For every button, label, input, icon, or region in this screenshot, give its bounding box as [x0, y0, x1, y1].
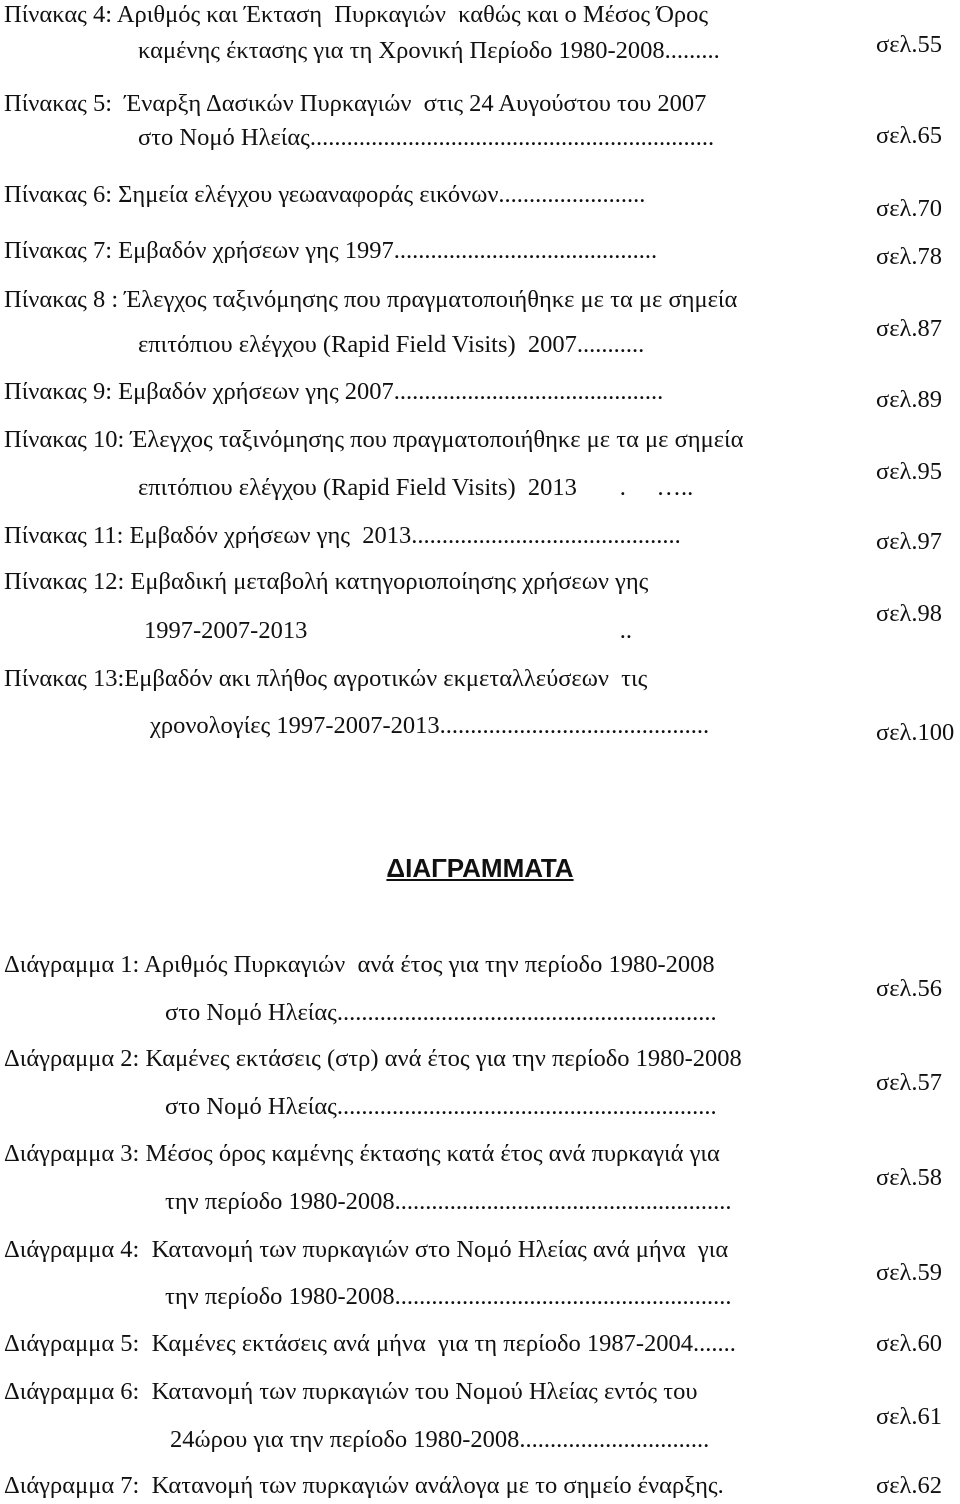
table-entry-10-line-1: Πίνακας 10: Έλεγχος ταξινόμησης που πραγματοποιήθηκε με τα με σημεία: [4, 426, 744, 453]
table-entry-4-line-1: Πίνακας 4: Αριθμός και Έκταση Πυρκαγιών καθώς και ο Μέσος Όρος: [4, 1, 709, 28]
table-entry-6-line-1: Πίνακας 6: Σημεία ελέγχου γεωαναφοράς εικόνων........................: [4, 181, 646, 208]
table-entry-13-page: σελ.100: [876, 719, 955, 746]
table-entry-9-line-1: Πίνακας 9: Εμβαδόν χρήσεων γης 2007............................................: [4, 378, 664, 405]
diagram-entry-5-line-1: Διάγραμμα 5: Καμένες εκτάσεις ανά μήνα για τη περίοδο 1987-2004.......: [4, 1330, 736, 1357]
table-entry-6-page: σελ.70: [876, 195, 942, 222]
table-entry-12-line-1: Πίνακας 12: Εμβαδική μεταβολή κατηγοριοποίησης χρήσεων γης: [4, 568, 649, 595]
diagram-entry-5-page: σελ.60: [876, 1330, 942, 1357]
diagrams-heading: ΔΙΑΓΡΑΜΜΑΤΑ: [386, 853, 574, 883]
diagram-entry-2-page: σελ.57: [876, 1069, 942, 1096]
table-entry-8-page: σελ.87: [876, 315, 942, 342]
table-entry-12-line-2: 1997-2007-2013 ..: [144, 617, 632, 644]
table-entry-11-page: σελ.97: [876, 528, 942, 555]
table-entry-9-page: σελ.89: [876, 386, 942, 413]
diagram-entry-7-page: σελ.62: [876, 1472, 942, 1499]
table-entry-10-line-2: επιτόπιου ελέγχου (Rapid Field Visits) 2013 . …..: [138, 474, 694, 501]
table-entry-12-page: σελ.98: [876, 600, 942, 627]
diagram-entry-2-line-2: στο Νομό Ηλείας..............................................................: [165, 1093, 717, 1120]
diagram-entry-6-line-1: Διάγραμμα 6: Κατανομή των πυρκαγιών του Νομού Ηλείας εντός του: [4, 1378, 698, 1405]
diagram-entry-3-line-2: την περίοδο 1980-2008.......................................................: [165, 1188, 732, 1215]
table-entry-13-line-2: χρονολογίες 1997-2007-2013............................................: [150, 712, 710, 739]
table-entry-5-line-2: στο Νομό Ηλείας..................................................................: [138, 124, 715, 151]
table-entry-8-line-2: επιτόπιου ελέγχου (Rapid Field Visits) 2007...........: [138, 331, 645, 358]
table-entry-8-line-1: Πίνακας 8 : Έλεγχος ταξινόμησης που πραγματοποιήθηκε με τα με σημεία: [4, 286, 738, 313]
table-entry-5-line-1: Πίνακας 5: Έναρξη Δασικών Πυρκαγιών στις 24 Αυγούστου του 2007: [4, 90, 707, 117]
diagram-entry-4-page: σελ.59: [876, 1259, 942, 1286]
diagram-entry-1-line-1: Διάγραμμα 1: Αριθμός Πυρκαγιών ανά έτος για την περίοδο 1980-2008: [4, 951, 715, 978]
table-entry-4-line-2: καμένης έκτασης για τη Χρονική Περίοδο 1980-2008.........: [138, 37, 720, 64]
table-entry-7-page: σελ.78: [876, 243, 942, 270]
table-entry-4-page: σελ.55: [876, 31, 942, 58]
diagram-entry-6-line-2: 24ώρου για την περίοδο 1980-2008...............................: [170, 1426, 710, 1453]
diagram-entry-2-line-1: Διάγραμμα 2: Καμένες εκτάσεις (στρ) ανά έτος για την περίοδο 1980-2008: [4, 1045, 742, 1072]
table-entry-7-line-1: Πίνακας 7: Εμβαδόν χρήσεων γης 1997...........................................: [4, 237, 658, 264]
diagram-entry-4-line-1: Διάγραμμα 4: Κατανομή των πυρκαγιών στο Νομό Ηλείας ανά μήνα για: [4, 1236, 729, 1263]
table-entry-11-line-1: Πίνακας 11: Εμβαδόν χρήσεων γης 2013............................................: [4, 522, 681, 549]
table-entry-5-page: σελ.65: [876, 122, 942, 149]
diagram-entry-4-line-2: την περίοδο 1980-2008.......................................................: [165, 1283, 732, 1310]
diagram-entry-6-page: σελ.61: [876, 1403, 942, 1430]
diagram-entry-3-page: σελ.58: [876, 1164, 942, 1191]
table-entry-10-page: σελ.95: [876, 458, 942, 485]
diagram-entry-7-line-1: Διάγραμμα 7: Κατανομή των πυρκαγιών ανάλογα με το σημείο έναρξης.: [4, 1472, 724, 1499]
diagram-entry-1-page: σελ.56: [876, 975, 942, 1002]
diagram-entry-3-line-1: Διάγραμμα 3: Μέσος όρος καμένης έκτασης κατά έτος ανά πυρκαγιά για: [4, 1140, 720, 1167]
diagram-entry-1-line-2: στο Νομό Ηλείας..............................................................: [165, 999, 717, 1026]
table-entry-13-line-1: Πίνακας 13:Εμβαδόν ακι πλήθος αγροτικών εκμεταλλεύσεων τις: [4, 665, 648, 692]
